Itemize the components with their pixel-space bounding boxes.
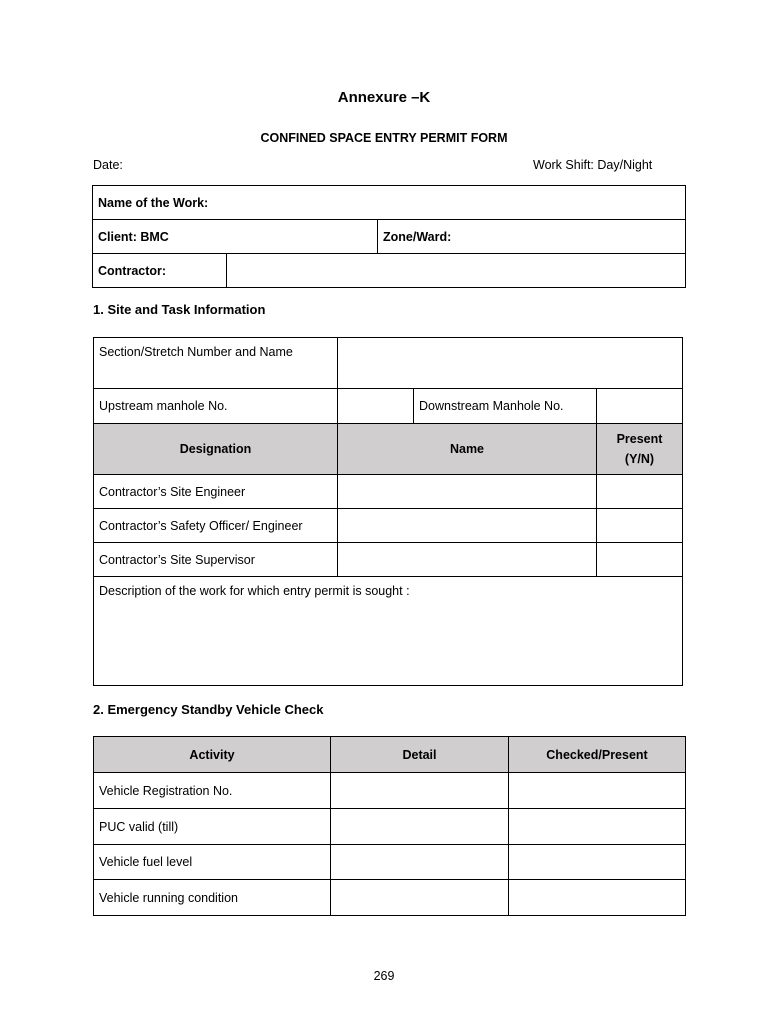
vehicle-check-table xyxy=(93,736,686,916)
work-info-table xyxy=(92,185,686,288)
work-shift-label: Work Shift: Day/Night xyxy=(533,158,653,172)
name-of-work-cell[interactable]: Name of the Work: xyxy=(93,186,686,220)
activity-header: Activity xyxy=(94,737,331,773)
present-cell[interactable] xyxy=(597,543,683,577)
detail-cell[interactable] xyxy=(331,773,509,809)
downstream-manhole-value[interactable] xyxy=(597,389,683,424)
checked-cell[interactable] xyxy=(509,845,686,880)
present-header: Present (Y/N) xyxy=(597,424,683,475)
name-cell[interactable] xyxy=(338,509,597,543)
date-label: Date: xyxy=(93,158,123,172)
present-cell[interactable] xyxy=(597,509,683,543)
page-title: Annexure –K xyxy=(337,89,431,106)
detail-cell[interactable] xyxy=(331,809,509,845)
section2-heading: 2. Emergency Standby Vehicle Check xyxy=(93,702,324,717)
detail-cell[interactable] xyxy=(331,880,509,916)
activity-puc-valid: PUC valid (till) xyxy=(94,809,331,845)
designation-header: Designation xyxy=(94,424,338,475)
checked-present-header: Checked/Present xyxy=(509,737,686,773)
checked-cell[interactable] xyxy=(509,880,686,916)
present-cell[interactable] xyxy=(597,475,683,509)
activity-running-condition: Vehicle running condition xyxy=(94,880,331,916)
detail-header: Detail xyxy=(331,737,509,773)
activity-fuel-level: Vehicle fuel level xyxy=(94,845,331,880)
section-stretch-value[interactable] xyxy=(338,338,683,389)
page-number: 269 xyxy=(373,969,395,983)
work-description-cell[interactable]: Description of the work for which entry permit is sought : xyxy=(94,577,683,686)
checked-cell[interactable] xyxy=(509,809,686,845)
detail-cell[interactable] xyxy=(331,845,509,880)
form-subtitle: CONFINED SPACE ENTRY PERMIT FORM xyxy=(260,131,508,145)
name-cell[interactable] xyxy=(338,475,597,509)
designation-row-site-engineer: Contractor’s Site Engineer xyxy=(94,475,338,509)
name-header: Name xyxy=(338,424,597,475)
section-stretch-label: Section/Stretch Number and Name xyxy=(94,338,338,389)
client-cell[interactable]: Client: BMC xyxy=(93,220,378,254)
activity-vehicle-registration: Vehicle Registration No. xyxy=(94,773,331,809)
section1-heading: 1. Site and Task Information xyxy=(93,302,266,317)
upstream-manhole-label: Upstream manhole No. xyxy=(94,389,338,424)
designation-row-safety-officer: Contractor’s Safety Officer/ Engineer xyxy=(94,509,338,543)
site-task-table xyxy=(93,337,683,686)
checked-cell[interactable] xyxy=(509,773,686,809)
downstream-manhole-label: Downstream Manhole No. xyxy=(414,389,597,424)
designation-row-site-supervisor: Contractor’s Site Supervisor xyxy=(94,543,338,577)
zone-ward-cell[interactable]: Zone/Ward: xyxy=(378,220,686,254)
contractor-label-cell: Contractor: xyxy=(93,254,227,288)
upstream-manhole-value[interactable] xyxy=(338,389,414,424)
contractor-value-cell[interactable] xyxy=(227,254,686,288)
name-cell[interactable] xyxy=(338,543,597,577)
